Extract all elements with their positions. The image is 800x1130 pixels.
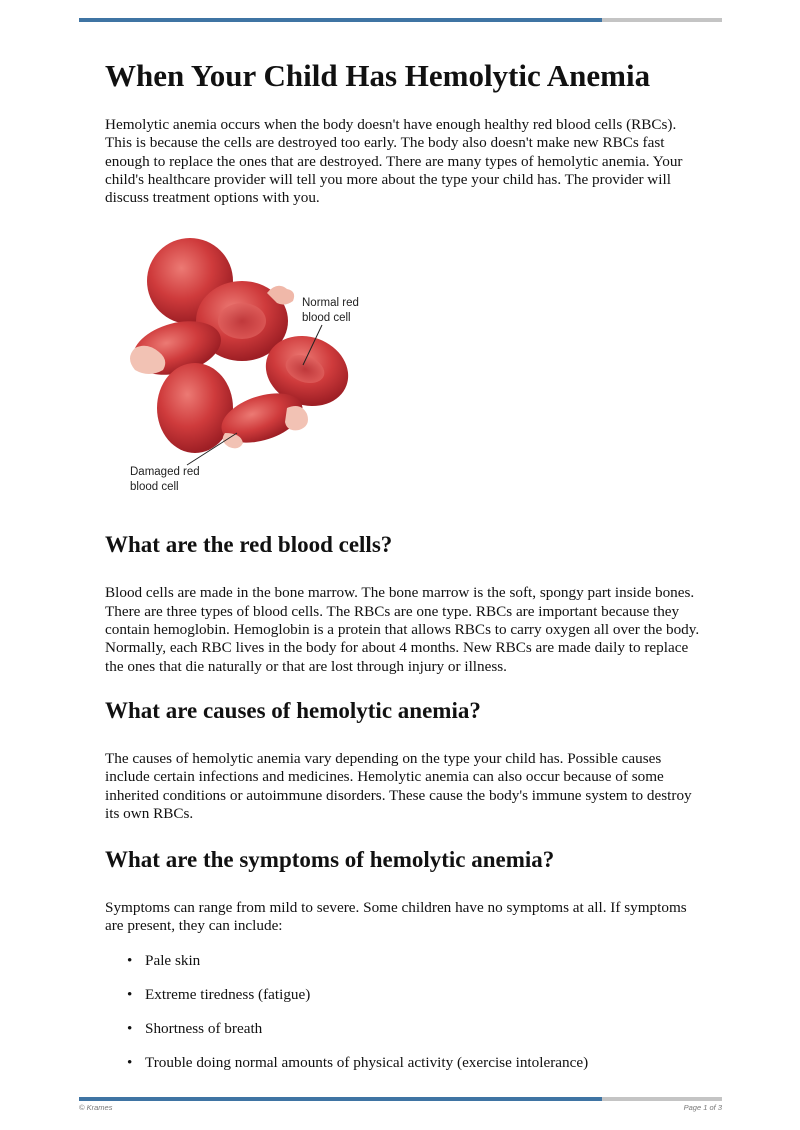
section-body-symptoms: Symptoms can range from mild to severe. Some children have no symptoms at all. If symptoms are present, they can include: bbox=[105, 899, 687, 935]
page-title: When Your Child Has Hemolytic Anemia bbox=[105, 58, 651, 93]
section-body-causes: The causes of hemolytic anemia vary depending on the type your child has. Possible causes include certain infections and medicines. Hemolytic anemia can also occur because of some inherited conditions or autoimmune disorders. These cause the body's immune system to destroy its own RBCs. bbox=[105, 749, 692, 822]
list-item: • Trouble doing normal amounts of physical activity (exercise intolerance) bbox=[105, 1054, 705, 1072]
symptoms-list bbox=[105, 952, 705, 1072]
section-heading-causes: What are causes of hemolytic anemia? bbox=[105, 697, 481, 723]
damaged-cell-label-line1: Damaged red bbox=[130, 466, 200, 479]
section-heading-symptoms: What are the symptoms of hemolytic anemia? bbox=[105, 847, 555, 873]
intro-paragraph: Hemolytic anemia occurs when the body doesn't have enough healthy red blood cells (RBCs). This is because the cells are destroyed too early. The body also doesn't make new RBCs fast enough to replace the ones that are destroyed. There are many types of hemolytic anemia. Your child's healthcare provider will tell you more about the type your child has. The provider will discuss treatment options with you. bbox=[105, 116, 683, 207]
list-item: • Pale skin bbox=[105, 952, 705, 970]
footer-rule-grey bbox=[602, 1097, 722, 1101]
red-blood-cell-illustration bbox=[117, 233, 397, 508]
footer-rule-accent bbox=[79, 1097, 602, 1101]
damaged-cell-callout bbox=[130, 465, 210, 495]
damaged-cell-label-line2: blood cell bbox=[130, 481, 179, 494]
footer-page-number: Page 1 of 3 bbox=[683, 1103, 722, 1112]
normal-cell-label-line2: blood cell bbox=[302, 312, 351, 325]
section-heading-red-blood-cells: What are the red blood cells? bbox=[105, 532, 393, 558]
top-rule-accent bbox=[79, 18, 602, 22]
normal-cell-label-line1: Normal red bbox=[302, 297, 359, 310]
footer-copyright: © Krames bbox=[79, 1103, 113, 1112]
section-body-red-blood-cells: Blood cells are made in the bone marrow. The bone marrow is the soft, spongy part inside bones. There are three types of blood cells. The RBCs are one type. RBCs are important because they contain hemoglobin. Hemoglobin is a protein that allows RBCs to carry oxygen all over the body. Normally, each RBC lives in the body for about 4 months. New RBCs are made daily to replace the ones that die naturally or that are lost through injury or illness. bbox=[105, 584, 700, 675]
footer-rule bbox=[79, 1097, 722, 1101]
document-body bbox=[105, 56, 705, 1088]
top-rule-grey bbox=[602, 18, 722, 22]
top-rule bbox=[79, 18, 722, 22]
list-item: • Extreme tiredness (fatigue) bbox=[105, 986, 705, 1004]
list-item: • Shortness of breath bbox=[105, 1020, 705, 1038]
cell-bottom-left bbox=[157, 363, 233, 453]
normal-cell-callout bbox=[302, 296, 382, 326]
